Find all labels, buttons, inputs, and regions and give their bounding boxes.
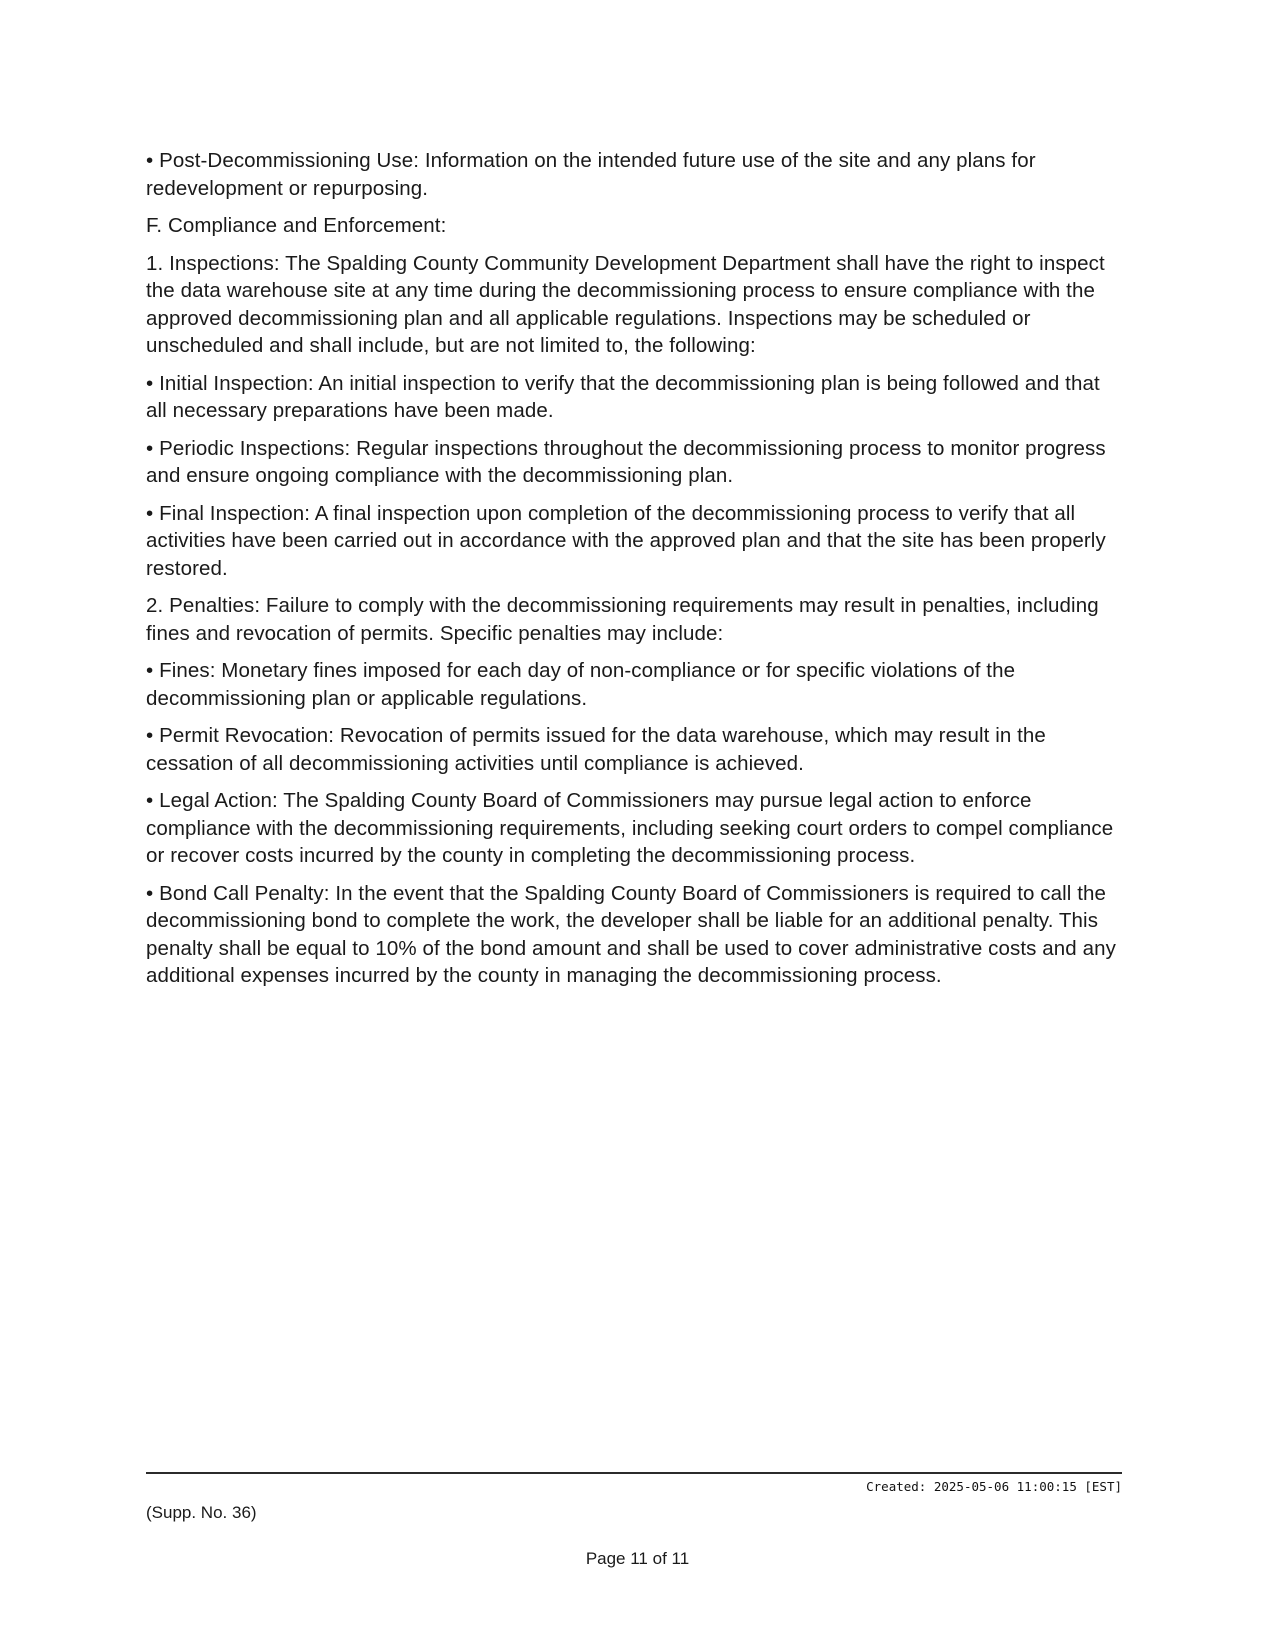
- bullet-post-decommissioning-use: • Post-Decommissioning Use: Information on the intended future use of the site and any plans for redevelopment or repurposing.: [146, 149, 1036, 200]
- bullet-legal-action: • Legal Action: The Spalding County Board of Commissioners may pursue legal action to enforce compliance with the decommissioning requirements, including seeking court orders to compel compliance or recover costs incurred by the county in completing the decommissioning process.: [146, 789, 1114, 867]
- bullet-periodic-inspections: • Periodic Inspections: Regular inspections throughout the decommissioning process to monitor progress and ensure ongoing compliance with the decommissioning plan.: [146, 436, 1106, 487]
- bullet-initial-inspection: • Initial Inspection: An initial inspection to verify that the decommissioning plan is being followed and that all necessary preparations have been made.: [146, 371, 1100, 422]
- document-body: [146, 147, 1122, 1000]
- bullet-fines: • Fines: Monetary fines imposed for each day of non-compliance or for specific violations of the decommissioning plan or applicable regulations.: [146, 659, 1016, 710]
- footer-divider: [146, 1472, 1122, 1474]
- paragraph-penalties: 2. Penalties: Failure to comply with the decommissioning requirements may result in penalties, including fines and revocation of permits. Specific penalties may include:: [146, 594, 1099, 645]
- bullet-bond-call-penalty: • Bond Call Penalty: In the event that the Spalding County Board of Commissioners is required to call the decommissioning bond to complete the work, the developer shall be liable for an additional penalty. This penalty shall be equal to 10% of the bond amount and shall be used to cover administrative costs and any additional expenses incurred by the county in managing the decommissioning process.: [146, 881, 1116, 987]
- page-indicator: Page 11 of 11: [585, 1549, 690, 1568]
- heading-compliance-and-enforcement: F. Compliance and Enforcement:: [146, 214, 447, 237]
- bullet-permit-revocation: • Permit Revocation: Revocation of permits issued for the data warehouse, which may result in the cessation of all decommissioning activities until compliance is achieved.: [146, 724, 1046, 775]
- bullet-final-inspection: • Final Inspection: A final inspection upon completion of the decommissioning process to verify that all activities have been carried out in accordance with the approved plan and that the site has been properly restored.: [146, 501, 1106, 580]
- created-timestamp: Created: 2025-05-06 11:00:15 [EST]: [866, 1479, 1122, 1494]
- paragraph-inspections: 1. Inspections: The Spalding County Community Development Department shall have the right to inspect the data warehouse site at any time during the decommissioning process to ensure compliance with the approved decommissioning plan and all applicable regulations. Inspections may be scheduled or unscheduled and shall include, but are not limited to, the following:: [146, 251, 1105, 357]
- supplement-note: (Supp. No. 36): [146, 1503, 257, 1522]
